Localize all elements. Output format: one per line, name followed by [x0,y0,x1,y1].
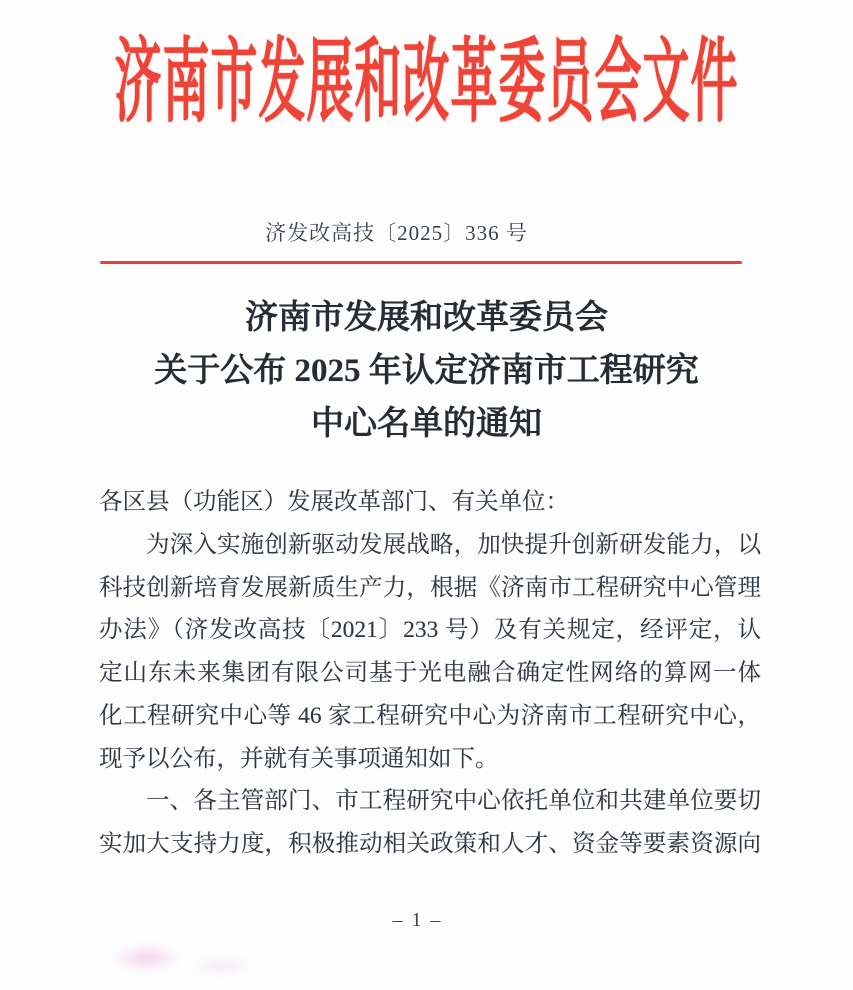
body-line: 定山东未来集团有限公司基于光电融合确定性网络的算网一体 [99,660,761,686]
document-body [99,481,761,866]
body-line: 化工程研究中心等 46 家工程研究中心为济南市工程研究中心， [99,702,761,729]
body-line: 现予以公布，并就有关事项通知如下。 [99,745,499,772]
body-line: 办法》（济发改高技〔2021〕233 号）及有关规定，经评定，认 [99,617,761,644]
red-divider-line [100,261,742,264]
page-number: – 1 – [392,909,443,931]
title-line-2: 关于公布 2025 年认定济南市工程研究 [154,353,699,389]
scan-smudge [112,945,182,971]
body-line: 科技创新培育发展新质生产力，根据《济南市工程研究中心管理 [99,574,761,601]
document-title [0,292,853,451]
body-line: 一、各主管部门、市工程研究中心依托单位和共建单位要切 [146,788,761,815]
title-line-3: 中心名单的通知 [311,406,542,442]
body-line: 实加大支持力度，积极推动相关政策和人才、资金等要素资源向 [99,831,761,857]
salutation-line: 各区县（功能区）发展改革部门、有关单位： [99,489,569,515]
title-line-1: 济南市发展和改革委员会 [245,300,608,336]
agency-letterhead-banner [0,33,853,135]
document-reference-number: 济发改高技〔2025〕336 号 [265,221,528,245]
scan-smudge [190,958,254,974]
agency-letterhead-text: 济南市发展和改革委员会文件 [114,33,739,135]
body-line: 为深入实施创新驱动发展战略，加快提升创新研发能力，以 [146,531,761,558]
